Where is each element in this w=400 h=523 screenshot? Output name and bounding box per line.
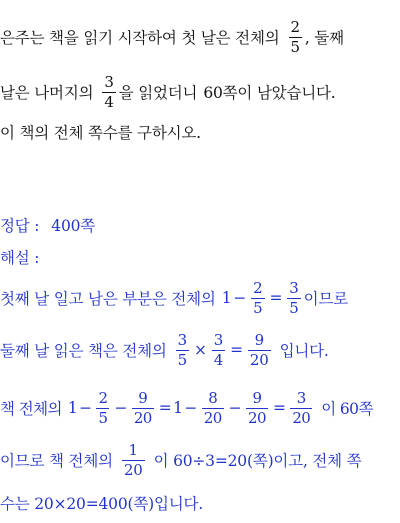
solution-line-1: 첫째 날 일고 남은 부분은 전체의 1 − $\frac{2}{5}$ = $\frac{3}{5}$ 이므로 <box>0 278 348 317</box>
fraction-three-quarters: $\frac{3}{4}$ <box>104 72 114 111</box>
problem-line-2 <box>0 72 336 112</box>
answer-value: 400쪽 <box>51 217 96 235</box>
solution-line-3: 책 전체의 1 − $\frac{2}{5}$ − $\frac{9}{20}$ = 1 − $\frac{8}{20}$ − $\frac{9}{20}$ = $\frac{3}{20}$ 이 60쪽 <box>0 388 373 427</box>
problem-text: 60쪽이 남았습니다. <box>203 84 336 102</box>
solution-label-line <box>0 237 39 277</box>
fraction: $\frac{8}{20}$ <box>203 388 222 427</box>
problem-text: , 둘째 <box>304 29 344 47</box>
fraction: $\frac{3}{20}$ <box>292 388 311 427</box>
solution-line-5 <box>0 483 203 523</box>
solution-text: 이 60÷3=20(쪽)이고, 전체 쪽 <box>153 452 362 470</box>
fraction: $\frac{3}{4}$ <box>213 330 224 369</box>
solution-text: 첫째 날 일고 남은 부분은 전체의 <box>0 290 216 308</box>
solution-text: 이 60쪽 <box>321 400 373 418</box>
solution-text: 수는 20×20=400(쪽)입니다. <box>0 495 203 513</box>
problem-text: 이 책의 전체 쪽수를 구하시오. <box>0 124 201 142</box>
fraction: $\frac{1}{20}$ <box>123 440 143 479</box>
fraction: $\frac{3}{5}$ <box>177 330 187 369</box>
fraction-two-fifths: $\frac{2}{5}$ <box>290 17 300 56</box>
problem-text: 날은 나머지의 <box>0 84 94 102</box>
fraction: $\frac{9}{20}$ <box>133 388 152 427</box>
problem-text: 은주는 책을 읽기 시작하여 첫 날은 전체의 <box>0 29 280 47</box>
solution-text: 책 전체의 <box>0 400 62 418</box>
solution-text: 이므로 책 전체의 <box>0 452 113 470</box>
fraction: $\frac{9}{20}$ <box>249 330 269 369</box>
solution-text: 둘째 날 읽은 책은 전체의 <box>0 342 167 360</box>
fraction: $\frac{3}{5}$ <box>289 278 299 317</box>
problem-text: 을 읽었더니 <box>118 84 198 102</box>
fraction: $\frac{9}{20}$ <box>248 388 266 427</box>
problem-line-3 <box>0 112 201 152</box>
fraction: $\frac{2}{5}$ <box>253 278 263 317</box>
problem-line-1 <box>0 17 344 57</box>
solution-label: 해설 : <box>0 249 40 267</box>
solution-text: 입니다. <box>279 342 329 360</box>
solution-text: 이므로 <box>303 290 348 308</box>
solution-line-2: 둘째 날 읽은 책은 전체의 $\frac{3}{5}$ × $\frac{3}{4}$ = $\frac{9}{20}$ 입니다. <box>0 330 329 369</box>
fraction: $\frac{2}{5}$ <box>98 388 108 427</box>
answer-label: 정답 : <box>0 217 40 235</box>
solution-line-4 <box>0 440 361 480</box>
